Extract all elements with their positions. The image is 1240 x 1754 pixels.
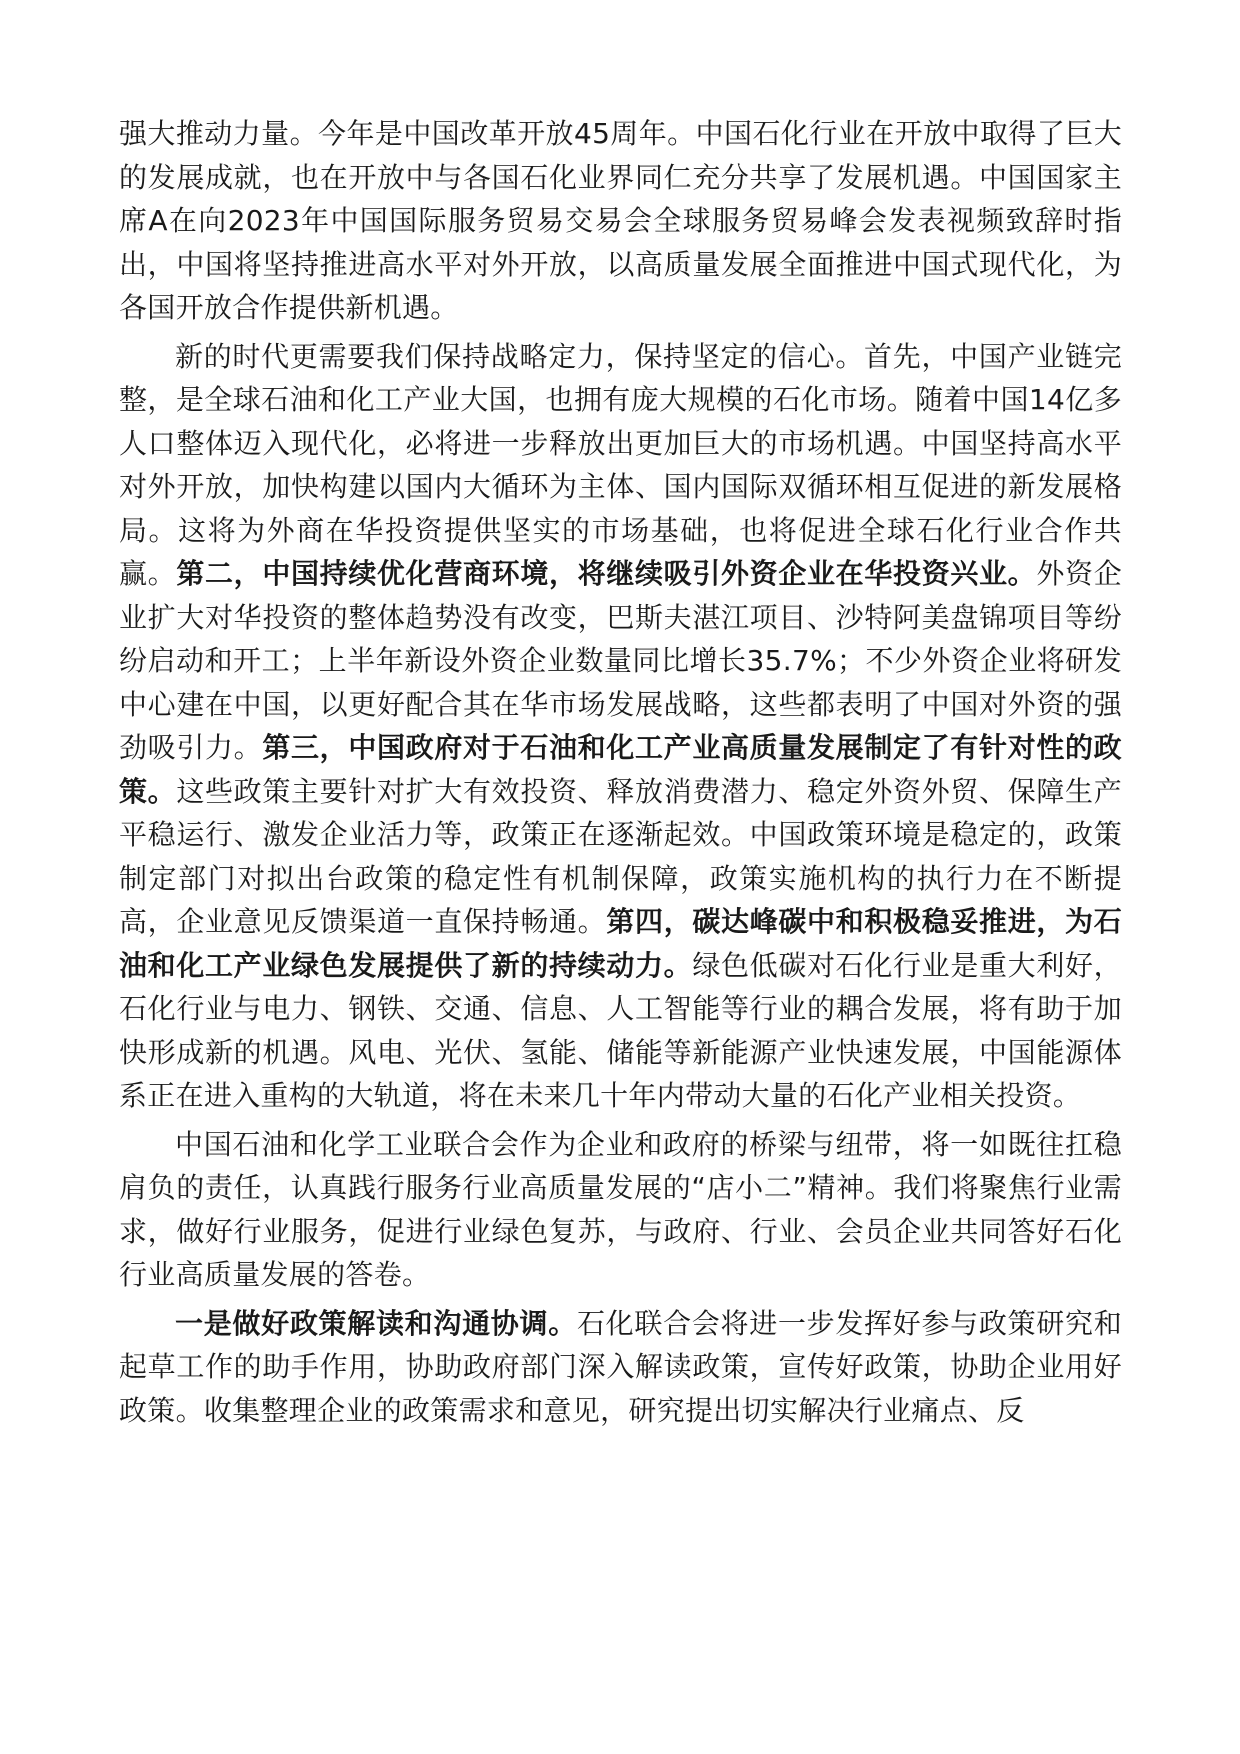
bold-text-run: 一是做好政策解读和沟通协调。: [175, 1306, 577, 1340]
text-run: 绿色低碳对石化行业是重大利好，石化行业与电力、钢铁、交通、信息、人工智能等行业的耦合发展，将有助于加快形成新的机遇。风电、光伏、氢能、储能等新能源产业快速发展，中国能源体系正在进入重构的大轨道，将在未来几十年内带动大量的石化产业相关投资。: [119, 948, 1122, 1112]
text-run: 外资企业扩大对华投资的整体趋势没有改变，巴斯夫湛江项目、沙特阿美盘锦项目等纷纷启动和开工；上半年新设外资企业数量同比增长35.7%；不少外资企业将研发中心建在中国，以更好配合其在华市场发展战略，这些都表明了中国对外资的强劲吸引力。: [119, 557, 1122, 764]
paragraph-opening: [119, 112, 1122, 330]
text-run: 强大推动力量。今年是中国改革开放45周年。中国石化行业在开放中取得了巨大的发展成就，也在开放中与各国石化业界同仁充分共享了发展机遇。中国国家主席A在向2023年中国国际服务贸易交易会全球服务贸易峰会发表视频致辞时指出，中国将坚持推进高水平对外开放，以高质量发展全面推进中国式现代化，为各国开放合作提供新机遇。: [119, 117, 1122, 324]
text-run: 这些政策主要针对扩大有效投资、释放消费潜力、稳定外资外贸、保障生产平稳运行、激发企业活力等，政策正在逐渐起效。中国政策环境是稳定的，政策制定部门对拟出台政策的稳定性有机制保障，政策实施机构的执行力在不断提高，企业意见反馈渠道一直保持畅通。: [119, 774, 1122, 938]
text-run: 新的时代更需要我们保持战略定力，保持坚定的信心。首先，中国产业链完整，是全球石油和化工产业大国，也拥有庞大规模的石化市场。随着中国14亿多人口整体迈入现代化，必将进一步释放出更加巨大的市场机遇。中国坚持高水平对外开放，加快构建以国内大循环为主体、国内国际双循环相互促进的新发展格局。这将为外商在华投资提供坚实的市场基础，也将促进全球石化行业合作共赢。: [119, 339, 1122, 590]
paragraph-confidence: [119, 335, 1122, 1118]
document-page: [119, 112, 1122, 1437]
bold-text-run: 第四，碳达峰碳中和积极稳妥推进，为石油和化工产业绿色发展提供了新的持续动力。: [119, 905, 1123, 982]
paragraph-policy: [119, 1302, 1122, 1433]
text-run: 中国石油和化学工业联合会作为企业和政府的桥梁与纽带，将一如既往扛稳肩负的责任，认真践行服务行业高质量发展的“店小二”精神。我们将聚焦行业需求，做好行业服务，促进行业绿色复苏，与政府、行业、会员企业共同答好石化行业高质量发展的答卷。: [119, 1127, 1122, 1291]
paragraph-federation: [119, 1123, 1122, 1297]
bold-text-run: 第三，中国政府对于石油和化工产业高质量发展制定了有针对性的政策。: [119, 731, 1122, 808]
text-run: 石化联合会将进一步发挥好参与政策研究和起草工作的助手作用，协助政府部门深入解读政策，宣传好政策，协助企业用好政策。收集整理企业的政策需求和意见，研究提出切实解决行业痛点、反: [119, 1306, 1123, 1427]
bold-text-run: 第二，中国持续优化营商环境，将继续吸引外资企业在华投资兴业。: [176, 557, 1037, 590]
